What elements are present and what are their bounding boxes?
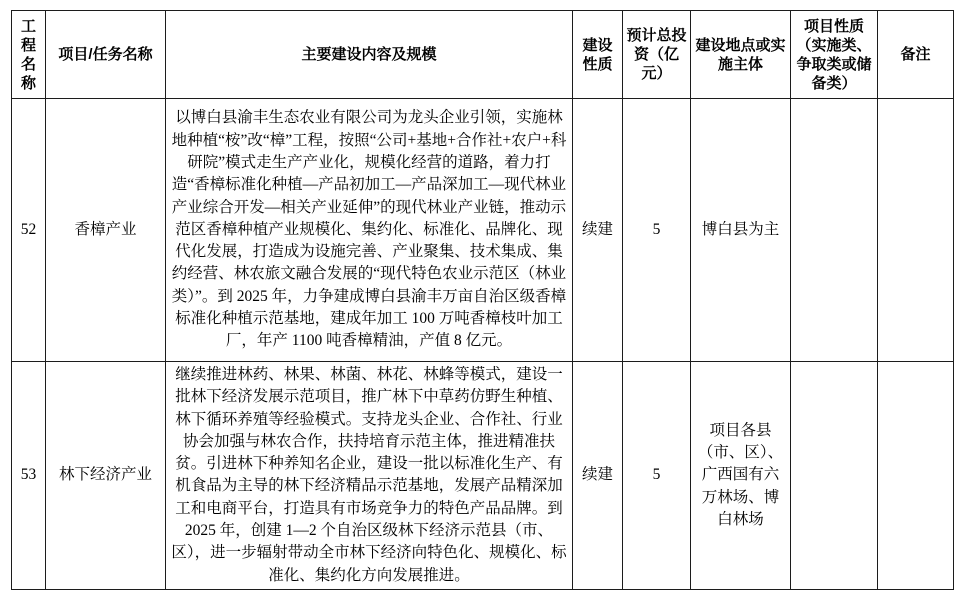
column-header-construction-nature: 建设性质	[573, 11, 623, 99]
cell-project-name: 香樟产业	[46, 99, 166, 362]
cell-project-name: 林下经济产业	[46, 362, 166, 590]
column-header-estimated-investment: 预计总投资（亿元）	[623, 11, 691, 99]
cell-row-id: 53	[12, 362, 46, 590]
cell-main-content: 继续推进林药、林果、林菌、林花、林蜂等模式，建设一批林下经济发展示范项目，推广林下中草药仿野生种植、林下循环养殖等经验模式。支持龙头企业、合作社、行业协会加强与林农合作，扶持培育示范主体，推进精准扶贫。引进林下种养知名企业，建设一批以标准化生产、有机食品为主导的林下经济精品示范基地，发展产品精深加工和电商平台，打造具有市场竞争力的特色产品品牌。到 2025 年，创建 1—2 个自治区级林下经济示范县（市、区），进一步辐射带动全市林下经济向特色化、规模化、标准化、集约化方向发展推进。	[166, 362, 573, 590]
table-header-row	[12, 11, 954, 99]
cell-category	[791, 362, 878, 590]
cell-construction-nature: 续建	[573, 362, 623, 590]
column-header-project-code: 工程名称	[12, 11, 46, 99]
cell-construction-nature: 续建	[573, 99, 623, 362]
column-header-project-category: 项目性质（实施类、争取类或储备类）	[791, 11, 878, 99]
cell-remark	[878, 362, 954, 590]
column-header-location: 建设地点或实施主体	[691, 11, 791, 99]
cell-investment: 5	[623, 362, 691, 590]
cell-location: 博白县为主	[691, 99, 791, 362]
cell-investment: 5	[623, 99, 691, 362]
table-row	[12, 99, 954, 362]
column-header-remark: 备注	[878, 11, 954, 99]
cell-category	[791, 99, 878, 362]
cell-main-content: 以博白县渝丰生态农业有限公司为龙头企业引领，实施林地种植“桉”改“樟”工程，按照“公司+基地+合作社+农户+科研院”模式走生产产业化，规模化经营的道路，着力打造“香樟标准化种植—产品初加工—产品深加工—现代林业产业综合开发—相关产业延伸”的现代林业产业链，推动示范区香樟种植产业规模化、集约化、标准化、品牌化、现代化发展，打造成为设施完善、产业聚集、技术集成、集约经营、林农旅文融合发展的“现代特色农业示范区（林业类）”。到 2025 年，力争建成博白县渝丰万亩自治区级香樟标准化种植示范基地，建成年加工 100 万吨香樟枝叶加工厂，年产 1100 吨香樟精油，产值 8 亿元。	[166, 99, 573, 362]
table-row	[12, 362, 954, 590]
project-table	[11, 10, 954, 590]
cell-location: 项目各县（市、区）、广西国有六万林场、博白林场	[691, 362, 791, 590]
column-header-main-content: 主要建设内容及规模	[166, 11, 573, 99]
column-header-task-name: 项目/任务名称	[46, 11, 166, 99]
cell-row-id: 52	[12, 99, 46, 362]
cell-remark	[878, 99, 954, 362]
